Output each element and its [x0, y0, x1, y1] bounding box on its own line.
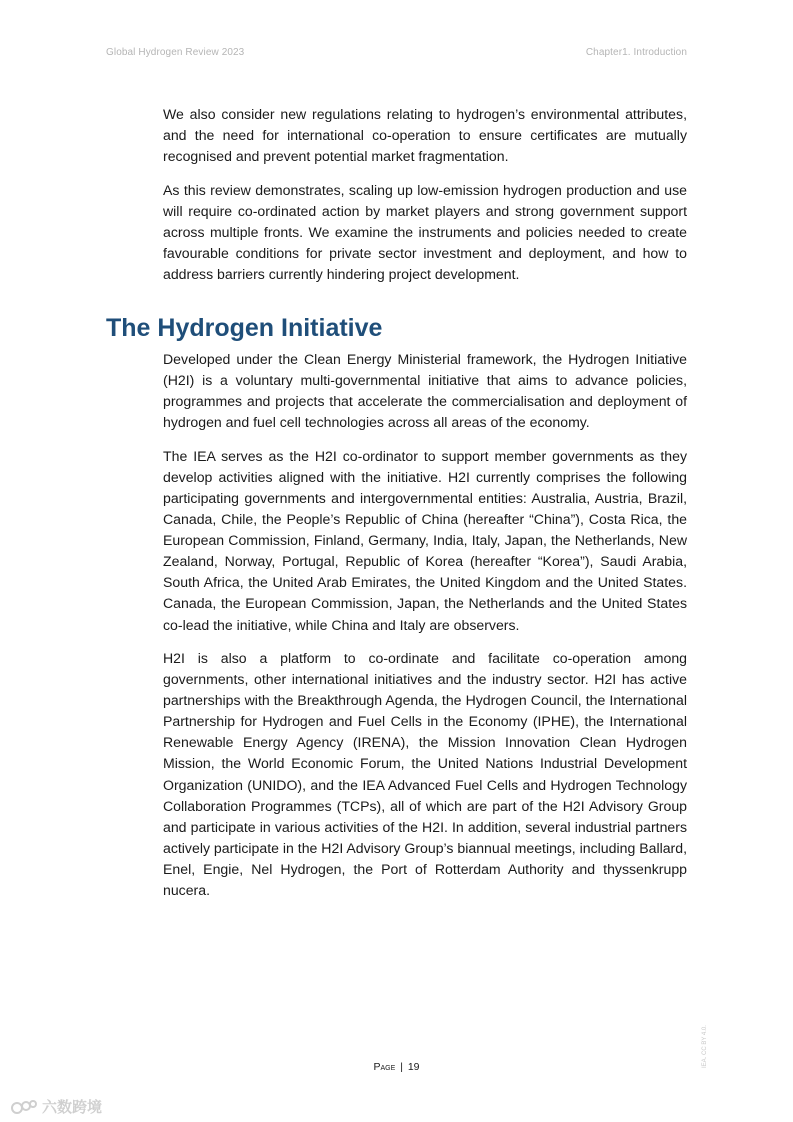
section-paragraph: Developed under the Clean Energy Ministerial framework, the Hydrogen Initiative (H2I) is a voluntary multi-governmental initiative that aims to advance policies, programmes and projects that accelerate the commercialisation and deployment of hydrogen and fuel cell technologies across all areas of the economy.: [163, 351, 687, 431]
watermark-text: 六数跨境: [42, 1098, 103, 1116]
watermark-logo-icon: [8, 1098, 38, 1116]
intro-paragraph: We also consider new regulations relating to hydrogen’s environmental attributes, and the need for international co-operation to ensure certificates are mutually recognised and prevent potential market fragmentation.: [163, 106, 687, 165]
page-number: 19: [407, 1061, 420, 1073]
section-heading: The Hydrogen Initiative: [106, 314, 383, 342]
page-footer: [0, 1061, 793, 1073]
section-paragraph: H2I is also a platform to co-ordinate and facilitate co-operation among governments, other international initiatives and the industry sector. H2I has active partnerships with the Breakthrough Agenda, the Hydrogen Council, the International Partnership for Hydrogen and Fuel Cells in the Economy (IPHE), the International Renewable Energy Agency (IRENA), the Mission Innovation Clean Hydrogen Mission, the World Economic Forum, the United Nations Industrial Development Organization (UNIDO), and the IEA Advanced Fuel Cells and Hydrogen Technology Collaboration Programmes (TCPs), all of which are part of the H2I Advisory Group and participate in various activities of the H2I. In addition, several industrial partners actively participate in the H2I Advisory Group’s biannual meetings, including Ballard, Enel, Engie, Nel Hydrogen, the Port of Rotterdam Authority and thyssenkrupp nucera.: [163, 650, 687, 899]
footer-separator: |: [400, 1061, 403, 1073]
intro-text-block: [163, 104, 687, 298]
watermark: [8, 1096, 102, 1117]
license-note: IEA. CC BY 4.0.: [702, 1025, 708, 1068]
intro-paragraph: As this review demonstrates, scaling up low-emission hydrogen production and use will require co-ordinated action by market players and strong government support across multiple fronts. We examine the instruments and policies needed to create favourable conditions for private sector investment and deployment, and how to address barriers currently hindering project development.: [163, 181, 687, 283]
running-header-title: Global Hydrogen Review 2023: [106, 47, 245, 58]
page-label: Page: [373, 1061, 396, 1073]
running-header-chapter: Chapter1. Introduction: [585, 47, 687, 58]
section-text-block: [163, 349, 687, 914]
section-paragraph: The IEA serves as the H2I co-ordinator to support member governments as they develop activities aligned with the initiative. H2I currently comprises the following participating governments and intergovernmental entities: Australia, Austria, Brazil, Canada, Chile, the People’s Republic of China (hereafter “China”), Costa Rica, the European Commission, Finland, Germany, India, Italy, Japan, the Netherlands, New Zealand, Norway, Portugal, Republic of Korea (hereafter “Korea”), Saudi Arabia, South Africa, the United Arab Emirates, the United Kingdom and the United States. Canada, the European Commission, Japan, the Netherlands and the United States co-lead the initiative, while China and Italy are observers.: [163, 447, 687, 633]
